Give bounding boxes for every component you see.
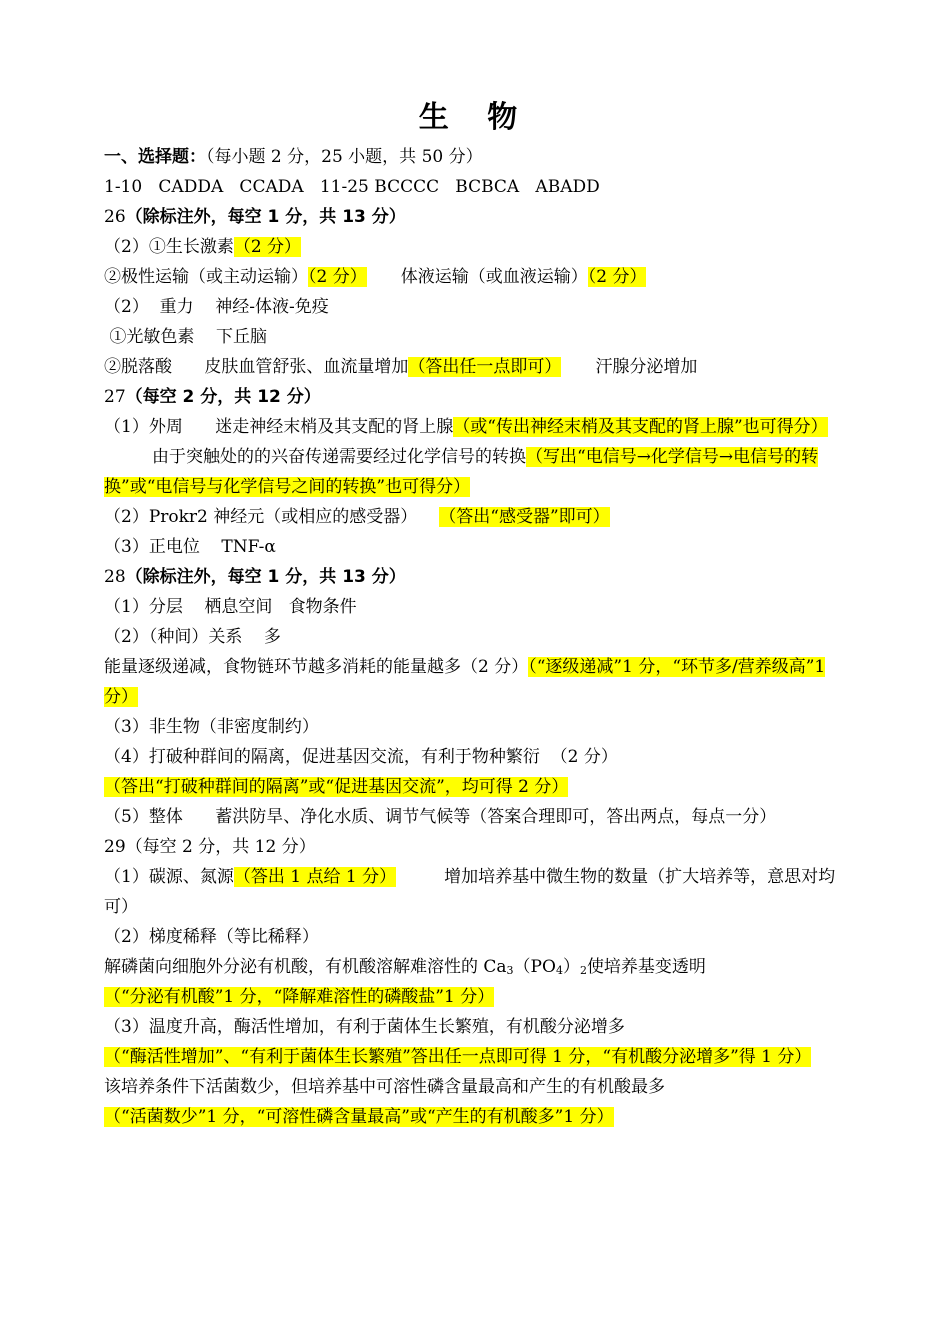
q28-l5: （4）打破种群间的隔离，促进基因交流，有利于物种繁衍 （2 分） (104, 747, 618, 767)
q26-l5c: 汗腺分泌增加 (595, 357, 698, 377)
q27-header: （每空 2 分，共 12 分） (125, 387, 321, 407)
q29-line-3 (104, 952, 849, 982)
q26-l2d-highlight: （2 分） (587, 267, 647, 287)
q29-p1b-highlight: （答出 1 点给 1 分） (233, 867, 397, 887)
q26-l2b-highlight: （2 分） (308, 267, 367, 287)
q29-p6-highlight: （“酶活性增加”、“有利于菌体生长繁殖”答出任一点即可得 1 分，“有机酸分泌增多”得 1 分） (104, 1047, 812, 1067)
q26-l1a: （2）①生长激素 (104, 237, 234, 257)
q27-header-line (104, 382, 849, 412)
q29-p1a: （1）碳源、氮源 (104, 867, 234, 887)
q27-p1c: 由于突触处的的兴奋传递需要经过化学信号的转换 (152, 447, 526, 467)
q28-line-4 (104, 712, 849, 742)
section1-note: （每小题 2 分，25 小题，共 50 分） (206, 147, 483, 167)
q29-l3a: 解磷菌向细胞外分泌有机酸，有机酸溶解难溶性的 Ca (104, 957, 507, 977)
q29-l3b: （PO (513, 957, 556, 977)
q29-l7: 该培养条件下活菌数少，但培养基中可溶性磷含量最高和产生的有机酸最多 (104, 1077, 665, 1097)
q29-p1c: 增加培养基中微生物的数量（扩大培养等，意思对均可） (104, 867, 836, 917)
q26-l3: （2） 重力 神经-体液-免疫 (104, 297, 329, 317)
q29-l3-sub-3: 3 (506, 964, 514, 977)
q27-l3: （3）正电位 TNF-α (104, 537, 276, 557)
q28-p3a: 能量逐级递减，食物链环节越多消耗的能量越多（2 分） (104, 657, 529, 677)
q28-paragraph-3 (104, 652, 849, 712)
q29-l5: （3）温度升高，酶活性增加，有利于菌体生长繁殖，有机酸分泌增多 (104, 1017, 625, 1037)
q28-line-6 (104, 772, 849, 802)
q28-l6-highlight: （答出“打破种群间的隔离”或“促进基因交流”，均可得 2 分） (104, 777, 569, 797)
q28-l1: （1）分层 栖息空间 食物条件 (104, 597, 357, 617)
q26-number: 26 (104, 207, 126, 227)
q28-p3b-highlight: （“逐级递减”1 分，“环节多/营养级高”1 分） (104, 657, 826, 707)
q27-p1a: （1）外周 迷走神经末梢及其支配的肾上腺 (104, 417, 454, 437)
section1-heading: 一、选择题： (104, 147, 206, 167)
q29-header: 29（每空 2 分，共 12 分） (104, 837, 316, 857)
q29-l3-sub-2: 2 (579, 964, 587, 977)
q27-line-3 (104, 532, 849, 562)
q28-l2: （2）（种间）关系 多 (104, 627, 281, 647)
q26-l2c: 体液运输（或血液运输） (400, 267, 588, 287)
q29-l3c: ） (562, 957, 580, 977)
q26-line-1 (104, 232, 849, 262)
q28-number: 28 (104, 567, 126, 587)
q27-paragraph-1 (104, 412, 849, 502)
q26-line-2 (104, 262, 849, 292)
section1-answers (104, 172, 849, 202)
q29-header-line (104, 832, 849, 862)
q26-line-4 (104, 322, 849, 352)
q29-paragraph-1 (104, 862, 849, 922)
q29-l3d: 使培养基变透明 (586, 957, 706, 977)
page-title: 生 物 (418, 100, 532, 135)
q28-paragraph-7 (104, 802, 849, 832)
q29-line-8 (104, 1102, 849, 1132)
q27-line-2 (104, 502, 849, 532)
section1-answers-text: 1-10 CADDA CCADA 11-25 BCCCC BCBCA ABADD (104, 177, 600, 197)
q28-p7: （5）整体 蓄洪防旱、净化水质、调节气候等（答案合理即可，答出两点，每点一分） (104, 807, 777, 827)
q26-l5a: ②脱落酸 皮肤血管舒张、血流量增加 (104, 357, 409, 377)
q26-l5b-highlight: （答出任一点即可） (408, 357, 562, 377)
q28-line-2 (104, 622, 849, 652)
q27-l2a: （2）Prokr2 神经元（或相应的感受器） (104, 507, 418, 527)
q26-line-3 (104, 292, 849, 322)
q29-paragraph-6 (104, 1042, 849, 1072)
q28-line-5 (104, 742, 849, 772)
q28-line-1 (104, 592, 849, 622)
q29-line-7 (104, 1072, 849, 1102)
q29-l4-highlight: （“分泌有机酸”1 分，“降解难溶性的磷酸盐”1 分） (104, 987, 495, 1007)
q29-line-2 (104, 922, 849, 952)
q29-line-5 (104, 1012, 849, 1042)
q27-p1d-highlight: （写出“电信号→化学信号→电信号的转换”或“电信号与化学信号之间的转换”也可得分） (104, 447, 819, 497)
q28-header-line (104, 562, 849, 592)
q28-l4: （3）非生物（非密度制约） (104, 717, 319, 737)
section1-line (104, 142, 849, 172)
q26-line-5 (104, 352, 849, 382)
q27-p1b-highlight: （或“传出神经末梢及其支配的肾上腺”也可得分） (453, 417, 828, 437)
answer-content (104, 142, 849, 1132)
q29-line-4 (104, 982, 849, 1012)
q26-l1b-highlight: （2 分） (233, 237, 302, 257)
q29-l8-highlight: （“活菌数少”1 分，“可溶性磷含量最高”或“产生的有机酸多”1 分） (104, 1107, 614, 1127)
q28-header: （除标注外，每空 1 分，共 13 分） (125, 567, 406, 587)
q29-l2: （2）梯度稀释（等比稀释） (104, 927, 319, 947)
q27-l2b-highlight: （答出“感受器”即可） (439, 507, 610, 527)
q26-header: （除标注外，每空 1 分，共 13 分） (125, 207, 406, 227)
q27-number: 27 (104, 387, 126, 407)
q26-l4: ①光敏色素 下丘脑 (104, 327, 268, 347)
q29-l3-sub-4: 4 (555, 964, 563, 977)
q26-header-line (104, 202, 849, 232)
q26-l2a: ②极性运输（或主动运输） (104, 267, 308, 287)
